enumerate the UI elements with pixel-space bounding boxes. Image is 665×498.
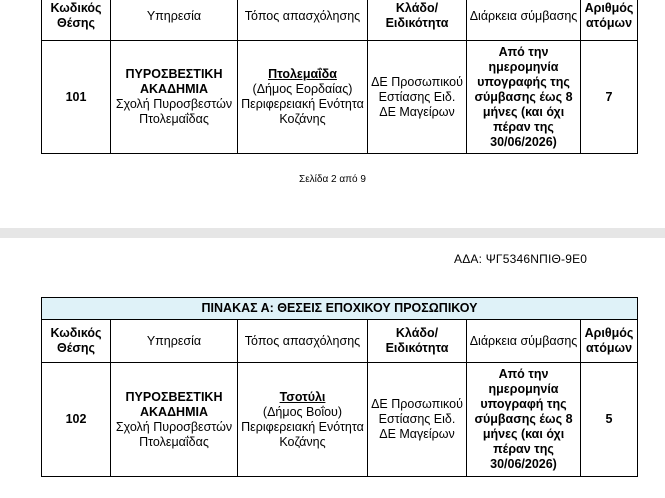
header-count: Αριθμός ατόμων [581, 0, 638, 41]
service-cell [111, 41, 238, 154]
location-cell [238, 363, 368, 477]
duration-cell: Από την ημερομηνία υπογραφής της σύμβασης έως 8 μήνες (και όχι πέραν της 30/06/2026) [467, 41, 581, 154]
header-service: Υπηρεσία [111, 0, 238, 41]
table-title-row [42, 298, 638, 320]
header-code: Κωδικός Θέσης [42, 320, 111, 363]
document-page-3 [0, 238, 665, 498]
header-branch: Κλάδο/ Ειδικότητα [368, 320, 467, 363]
service-school: Σχολή Πυροσβεστών Πτολεμαΐδας [115, 419, 233, 449]
positions-table [41, 297, 638, 477]
count-cell: 7 [581, 41, 638, 154]
document-page-2 [0, 0, 665, 228]
positions-table [41, 0, 638, 154]
location-details: (Δήμος Εορδαίας) Περιφερειακή Ενότητα Κοζάνης [241, 82, 364, 126]
header-duration: Διάρκεια σύμβασης [467, 320, 581, 363]
ada-code: ΑΔΑ: ΨΓ5346ΝΠΙΘ-9Ε0 [454, 252, 588, 266]
location-place: Πτολεμαΐδα [268, 67, 337, 81]
table-row [42, 363, 638, 477]
branch-cell: ΔΕ Προσωπικού Εστίασης Ειδ. ΔΕ Μαγείρων [368, 363, 467, 477]
table-row [42, 41, 638, 154]
branch-cell: ΔΕ Προσωπικού Εστίασης Ειδ. ΔΕ Μαγείρων [368, 41, 467, 154]
table-header-row [42, 320, 638, 363]
header-count: Αριθμός ατόμων [581, 320, 638, 363]
header-code: Κωδικός Θέσης [42, 0, 111, 41]
location-details: (Δήμος Βοΐου) Περιφερειακή Ενότητα Κοζάνης [241, 404, 364, 449]
header-service: Υπηρεσία [111, 320, 238, 363]
location-cell [238, 41, 368, 154]
location-place: Τσοτύλι [279, 389, 326, 404]
service-cell [111, 363, 238, 477]
position-code: 102 [42, 363, 111, 477]
header-location: Τόπος απασχόλησης [238, 320, 368, 363]
service-name: ΠΥΡΟΣΒΕΣΤΙΚΗ ΑΚΑΔΗΜΙΑ [125, 67, 223, 96]
header-duration: Διάρκεια σύμβασης [467, 0, 581, 41]
header-branch: Κλάδο/ Ειδικότητα [368, 0, 467, 41]
service-school: Σχολή Πυροσβεστών Πτολεμαΐδας [115, 97, 233, 126]
count-cell: 5 [581, 363, 638, 477]
table-header-row [42, 0, 638, 41]
position-code: 101 [42, 41, 111, 154]
table-title: ΠΙΝΑΚΑΣ Α: ΘΕΣΕΙΣ ΕΠΟΧΙΚΟΥ ΠΡΟΣΩΠΙΚΟΥ [42, 298, 638, 320]
header-location: Τόπος απασχόλησης [238, 0, 368, 41]
duration-cell: Από την ημερομηνία υπογραφή της σύμβασης έως 8 μήνες (και όχι πέραν της 30/06/2026) [467, 363, 581, 477]
page-number: Σελίδα 2 από 9 [299, 174, 366, 185]
service-name: ΠΥΡΟΣΒΕΣΤΙΚΗ ΑΚΑΔΗΜΙΑ [125, 389, 223, 419]
